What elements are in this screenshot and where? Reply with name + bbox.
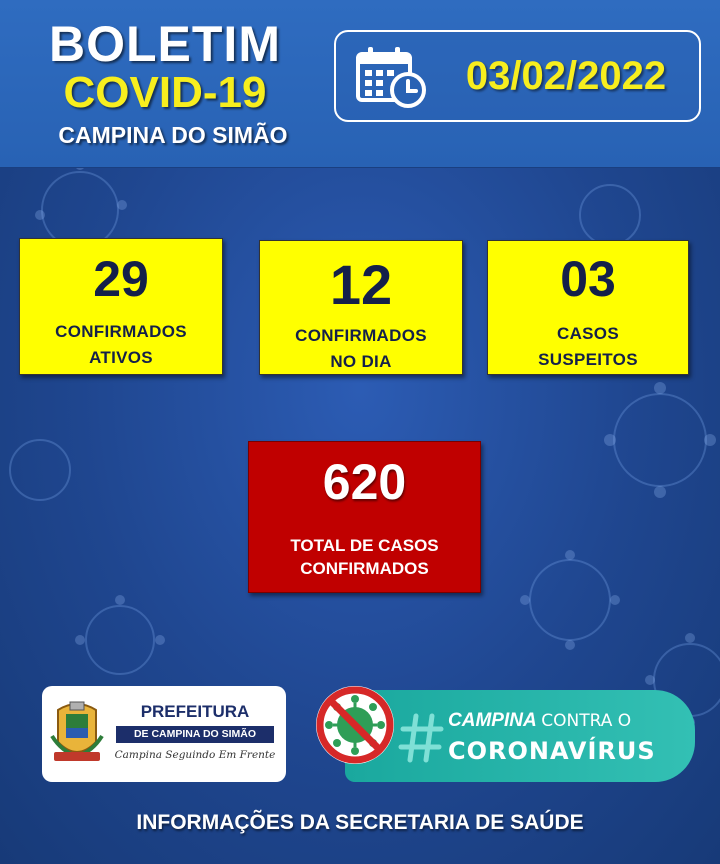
city-name: CAMPINA DO SIMÃO	[58, 122, 288, 148]
stat-label-line1: CASOS	[557, 324, 619, 343]
prefeitura-title: PREFEITURA	[140, 702, 250, 721]
stat-label-line2: SUSPEITOS	[538, 350, 638, 369]
stat-label-line1: CONFIRMADOS	[55, 322, 187, 341]
campaign-word-campina: CAMPINA	[448, 710, 536, 731]
stat-suspected-cases	[487, 240, 689, 375]
stat-value: 29	[93, 251, 149, 307]
stat-label-line2: NO DIA	[330, 352, 392, 371]
campaign-word-contra: CONTRA O	[541, 711, 632, 731]
city-crest-icon	[48, 696, 106, 768]
total-label-line1: TOTAL DE CASOS	[290, 536, 439, 555]
date-box	[334, 30, 701, 122]
header-banner	[0, 0, 720, 168]
prefeitura-subtitle: DE CAMPINA DO SIMÃO	[116, 726, 274, 743]
stat-label-line2: ATIVOS	[89, 348, 153, 367]
stat-value: 03	[560, 251, 616, 307]
campaign-line1	[448, 710, 688, 732]
bulletin-date: 03/02/2022	[465, 54, 667, 98]
hashtag-icon	[398, 712, 446, 764]
stat-value: 12	[329, 253, 393, 316]
bulletin-title: BOLETIM	[49, 16, 281, 72]
footer-source: INFORMAÇÕES DA SECRETARIA DE SAÚDE	[136, 811, 584, 834]
stat-confirmed-today	[259, 240, 463, 375]
stat-active-confirmed	[19, 238, 223, 375]
total-label-line2: CONFIRMADOS	[300, 559, 429, 578]
campaign-word-coronavirus: CORONAVÍRUS	[448, 737, 656, 765]
prefeitura-slogan: Campina Seguindo Em Frente	[114, 749, 276, 761]
calendar-clock-icon	[354, 44, 430, 110]
no-coronavirus-icon	[313, 683, 397, 767]
covid-title: COVID-19	[63, 68, 267, 117]
total-value: 620	[322, 454, 407, 510]
prefeitura-logo	[42, 686, 286, 782]
stat-total-confirmed	[248, 441, 481, 593]
stat-label-line1: CONFIRMADOS	[295, 326, 427, 345]
